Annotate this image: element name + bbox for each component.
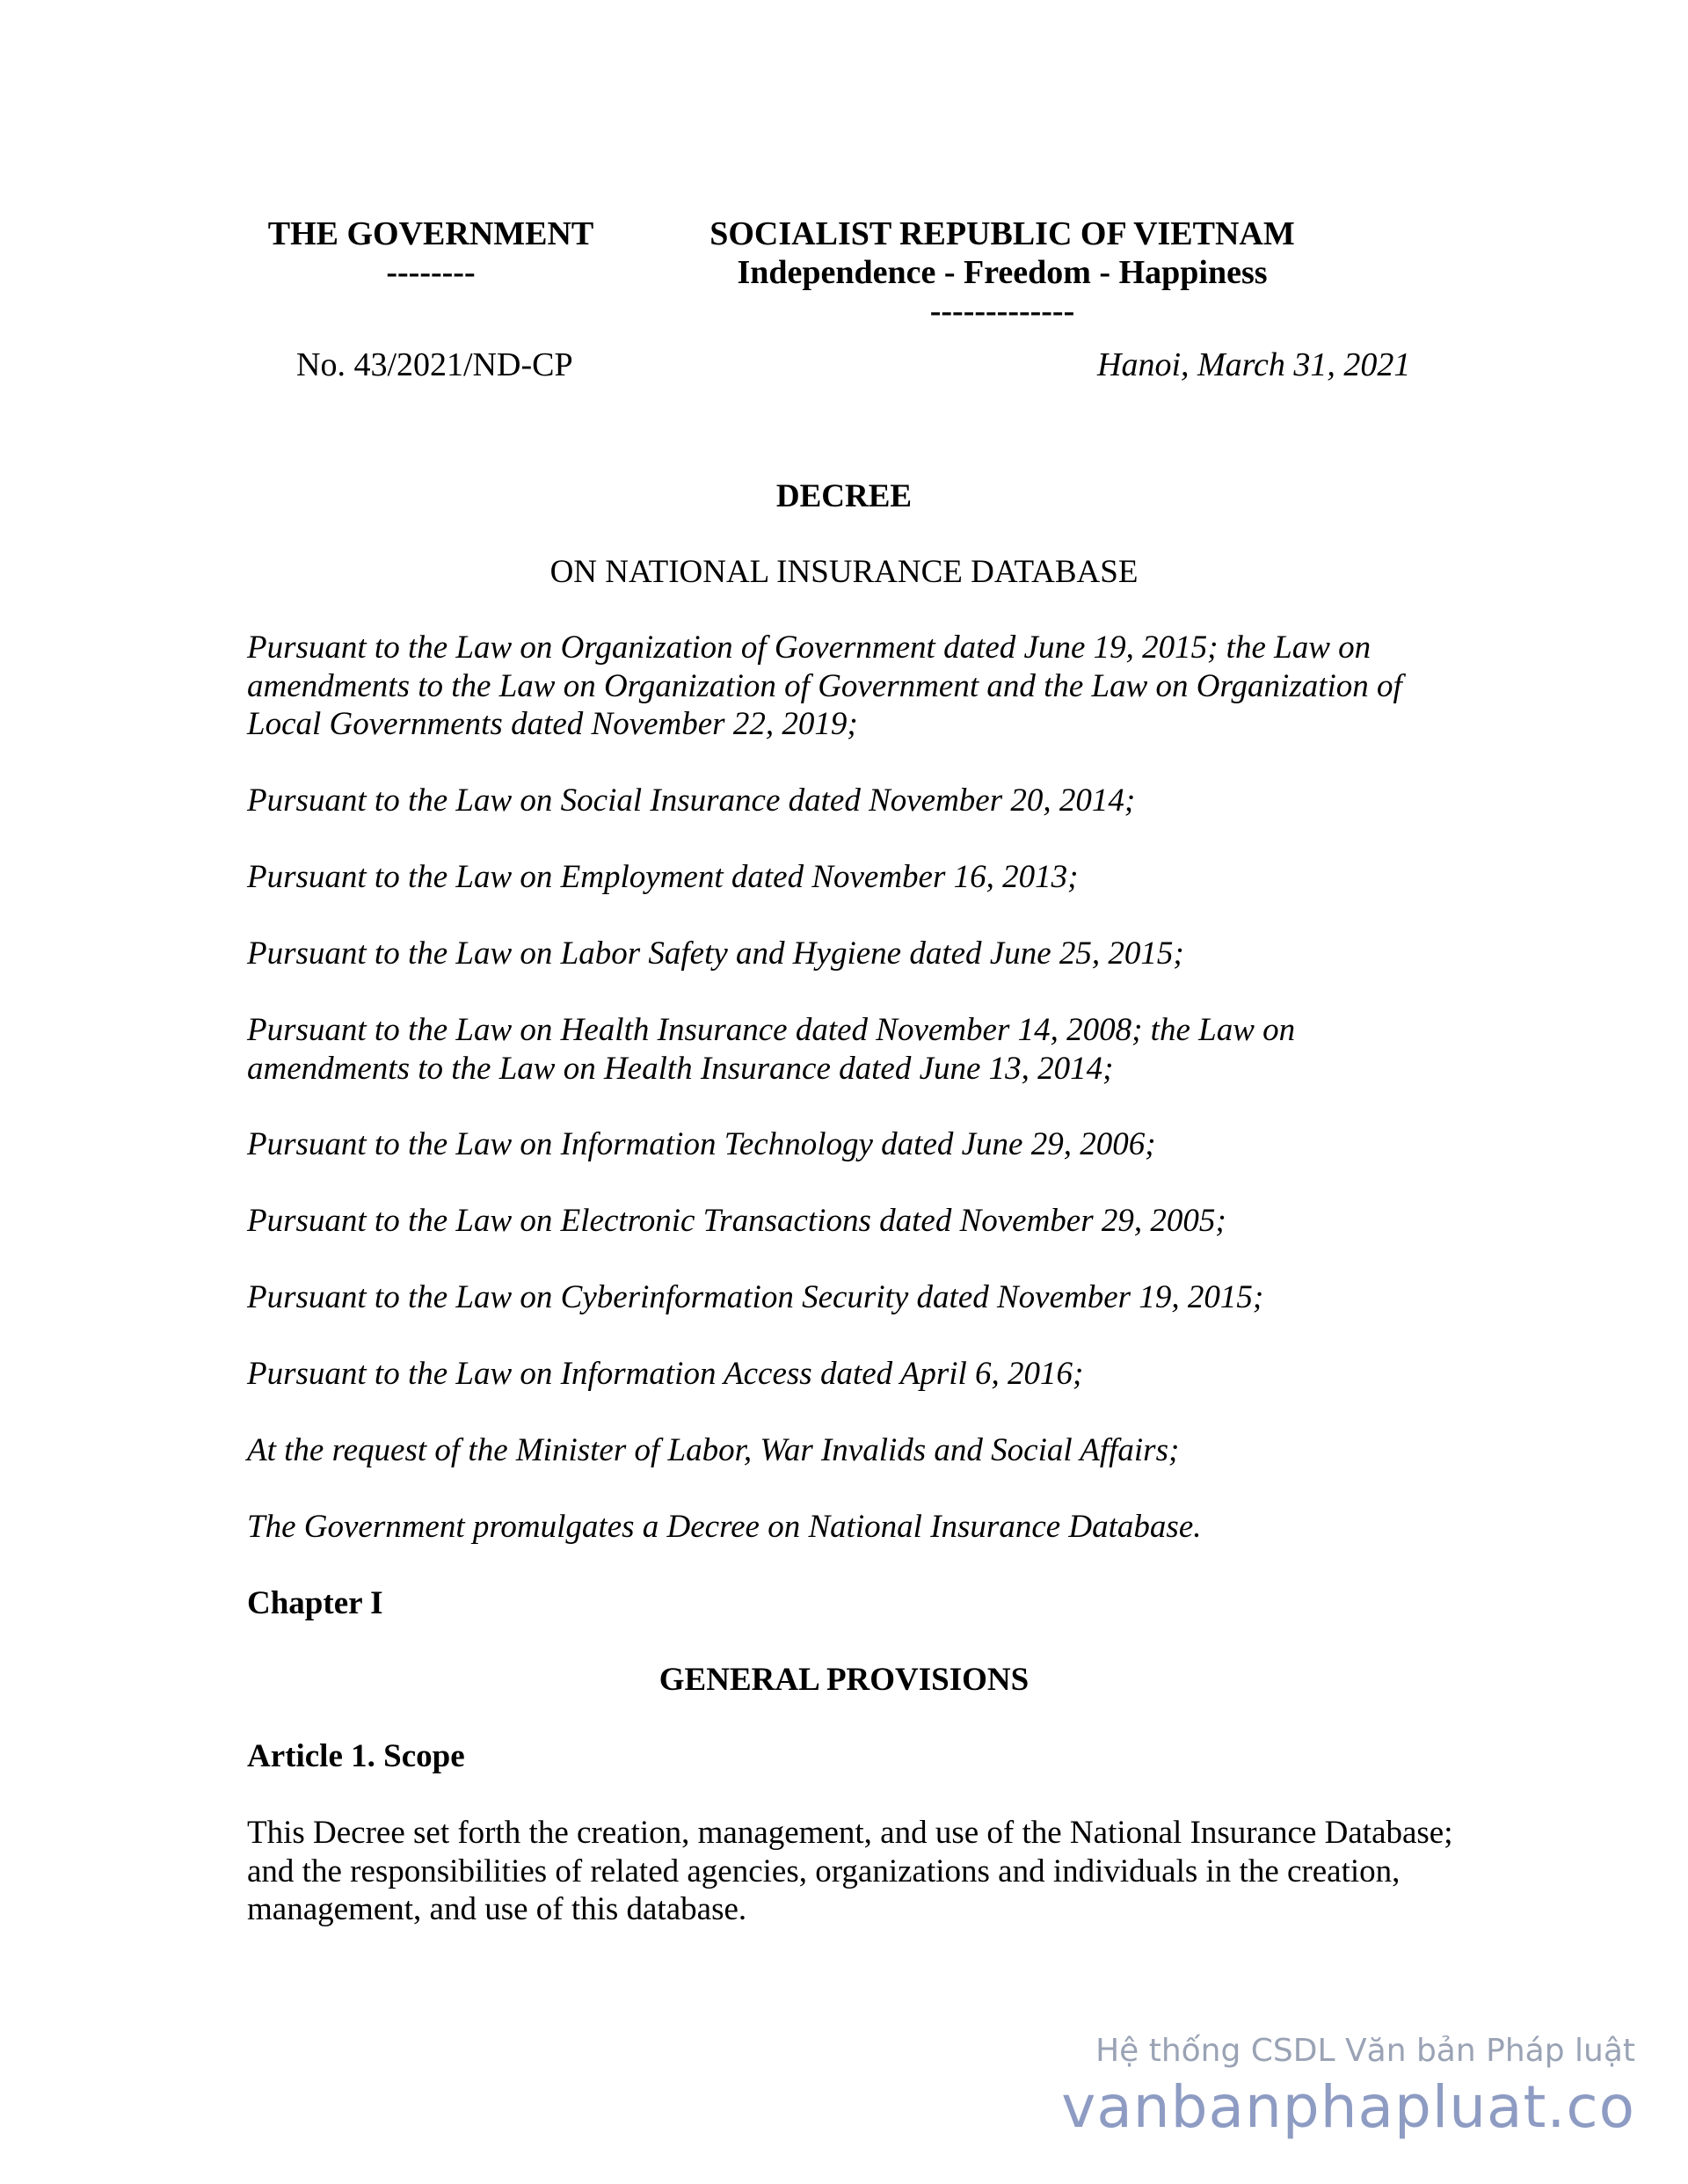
preamble-text: At the request of the Minister of Labor, War Invalids and Social Affairs;	[247, 1432, 1180, 1468]
national-rule: -------------	[929, 293, 1075, 330]
preamble-4	[247, 935, 1460, 973]
preamble-text: Pursuant to the Law on Social Insurance dated November 20, 2014;	[247, 783, 1136, 819]
document-number: No. 43/2021/ND-CP	[296, 346, 573, 383]
preamble-11	[247, 1508, 1460, 1547]
article-heading	[247, 1737, 1460, 1776]
preamble-2	[247, 782, 1460, 820]
preamble-text: Pursuant to the Law on Health Insurance dated November 14, 2008; the Law on amendments to the Law on Health Insurance dated June 13, 2014;	[247, 1012, 1296, 1087]
watermark-caption: Hệ thống CSDL Văn bản Pháp luật	[1095, 2033, 1635, 2069]
preamble-text: Pursuant to the Law on Employment dated November 16, 2013;	[247, 859, 1079, 895]
article-heading-text: Article 1. Scope	[247, 1738, 465, 1774]
preamble-text: Pursuant to the Law on Information Access dated April 6, 2016;	[247, 1356, 1084, 1392]
national-title-block	[695, 215, 1310, 331]
preamble-9	[247, 1355, 1460, 1394]
chapter-number-text: Chapter I	[247, 1585, 383, 1621]
national-name: SOCIALIST REPUBLIC OF VIETNAM	[709, 215, 1295, 252]
article-body	[247, 1814, 1460, 1929]
article-body-text: This Decree set forth the creation, management, and use of the National Insurance Database; and the responsibilities of related agencies, organizations and individuals in the creation, management, and use of this database.	[247, 1815, 1453, 1927]
preamble-5	[247, 1011, 1460, 1088]
preamble-8	[247, 1278, 1460, 1317]
preamble-text: The Government promulgates a Decree on National Insurance Database.	[247, 1509, 1202, 1545]
preamble-1	[247, 629, 1460, 744]
place-date: Hanoi, March 31, 2021	[1097, 346, 1411, 383]
issuer-block	[255, 215, 607, 292]
preamble-7	[247, 1202, 1460, 1241]
preamble-text: Pursuant to the Law on Electronic Transactions dated November 29, 2005;	[247, 1203, 1226, 1239]
preamble-6	[247, 1125, 1460, 1164]
preamble-text: Pursuant to the Law on Information Technology dated June 29, 2006;	[247, 1126, 1156, 1162]
preamble-text: Pursuant to the Law on Organization of Government dated June 19, 2015; the Law on amendments to the Law on Organization of Government and the Law on Organization of Local Governments dated November 22, 2019;	[247, 630, 1402, 742]
chapter-number	[247, 1584, 1460, 1623]
preamble-text: Pursuant to the Law on Labor Safety and Hygiene dated June 25, 2015;	[247, 935, 1184, 972]
document-subject: ON NATIONAL INSURANCE DATABASE	[549, 554, 1139, 590]
document-type: DECREE	[775, 478, 913, 514]
chapter-title: GENERAL PROVISIONS	[658, 1662, 1030, 1698]
watermark-site: vanbanphapluat.co	[1061, 2073, 1635, 2141]
issuer-name: THE GOVERNMENT	[267, 215, 594, 252]
preamble-10	[247, 1431, 1460, 1470]
preamble-3	[247, 858, 1460, 897]
issuer-rule: --------	[386, 254, 476, 291]
preamble-text: Pursuant to the Law on Cyberinformation Security dated November 19, 2015;	[247, 1279, 1264, 1315]
national-motto: Independence - Freedom - Happiness	[737, 254, 1268, 291]
